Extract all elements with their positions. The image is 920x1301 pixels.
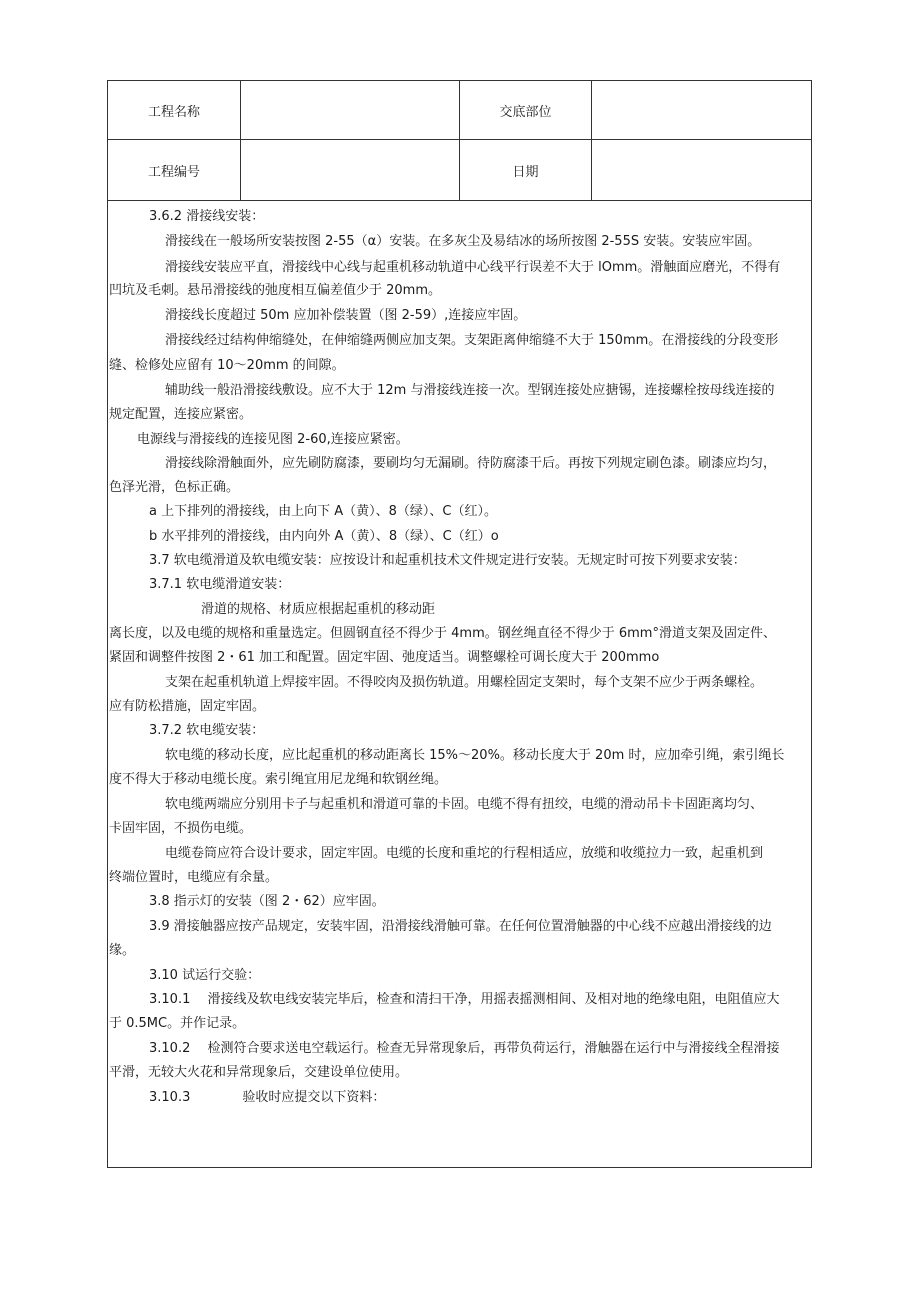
text-line: 电源线与滑接线的连接见图 2-60,连接应紧密。 (137, 432, 409, 447)
text-line: 3.10 试运行交验： (149, 968, 261, 983)
text-line: 3.10.1 滑接线及软电线安装完毕后，检查和清扫干净，用摇表摇测相间、及相对地的绝缘电阻，电阻值应大 (149, 992, 780, 1007)
date-value (592, 140, 811, 200)
text-line: 滑接线安装应平直，滑接线中心线与起重机移动轨道中心线平行误差不大于 lOmm。滑触面应磨光，不得有 (165, 260, 781, 275)
text-line: 缘。 (109, 943, 136, 958)
text-line: 3.10.3 验收时应提交以下资料： (149, 1090, 386, 1105)
project-number-value (241, 140, 460, 200)
text-line: b 水平排列的滑接线，由内向外 A（黄）、8（绿）、C（红）o (149, 529, 499, 544)
text-line: 软电缆的移动长度，应比起重机的移动距离长 15%～20%。移动长度大于 20m 时，应加牵引绳，索引绳长 (165, 748, 785, 763)
text-line: 3.9 滑接触器应按产品规定，安装牢固，沿滑接线滑触可靠。在任何位置滑触器的中心线不应越出滑接线的边 (149, 919, 772, 934)
text-line: 终端位置时，电缆应有余量。 (109, 870, 279, 885)
text-line: 3.6.2 滑接线安装： (149, 209, 265, 224)
text-line: 紧固和调整件按图 2・61 加工和配置。固定牢固、弛度适当。调整螺栓可调长度大于 200mmo (109, 650, 660, 665)
disclosure-location-label: 交底部位 (460, 81, 592, 139)
text-line: 辅助线一般沿滑接线敷设。应不大于 12m 与滑接线连接一次。型钢连接处应搪锡，连接螺栓按母线连接的 (165, 383, 775, 398)
text-line: 离长度，以及电缆的规格和重量选定。但圆钢直径不得少于 4mm。钢丝绳直径不得少于 6mm°滑道支架及固定件、 (109, 626, 776, 641)
text-line: 支架在起重机轨道上焊接牢固。不得咬肉及损伤轨道。用螺栓固定支架时，每个支架不应少于两条螺栓。 (165, 675, 764, 690)
project-name-label: 工程名称 (108, 81, 241, 139)
text-line: 滑接线除滑触面外，应先刷防腐漆，要刷均匀无漏刷。待防腐漆干后。再按下列规定刷色漆。刷漆应均匀， (165, 456, 777, 471)
text-line: 平滑，无较大火花和异常现象后，交建设单位使用。 (109, 1065, 409, 1080)
text-line: 色泽光滑，色标正确。 (109, 480, 240, 495)
text-line: 于 0.5MC。并作记录。 (109, 1016, 246, 1031)
text-line: a 上下排列的滑接线，由上向下 A（黄）、8（绿）、C（红）。 (149, 504, 497, 519)
text-line: 软电缆两端应分别用卡子与起重机和滑道可靠的卡固。电缆不得有扭绞，电缆的滑动吊卡卡固距离均匀、 (165, 797, 764, 812)
text-line: 滑接线长度超过 50m 应加补偿装置（图 2-59）,连接应牢固。 (165, 308, 527, 323)
text-line: 凹坑及毛刺。悬吊滑接线的弛度相互偏差值少于 20mm。 (109, 283, 442, 298)
text-line: 电缆卷筒应符合设计要求，固定牢固。电缆的长度和重坨的行程相适应，放缆和收缆拉力一致，起重机到 (165, 846, 764, 861)
date-label: 日期 (460, 140, 592, 200)
project-number-label: 工程编号 (108, 140, 241, 200)
text-line: 3.10.2 检测符合要求送电空载运行。检查无异常现象后，再带负荷运行，滑触器在运行中与滑接线全程滑接 (149, 1041, 780, 1056)
text-line: 3.7.1 软电缆滑道安装： (149, 577, 291, 592)
text-line: 卡固牢固，不损伤电缆。 (109, 821, 253, 836)
text-line: 滑接线在一般场所安装按图 2-55（α）安装。在多灰尘及易结冰的场所按图 2-55S 安装。安装应牢固。 (165, 234, 761, 249)
text-line: 3.7.2 软电缆安装： (149, 723, 265, 738)
text-line: 3.7 软电缆滑道及软电缆安装：应按设计和起重机技术文件规定进行安装。无规定时可按下列要求安装： (149, 553, 746, 568)
text-line: 滑接线经过结构伸缩缝处，在伸缩缝两侧应加支架。支架距离伸缩缝不大于 150mm。在滑接线的分段变形 (165, 333, 779, 348)
text-line: 3.8 指示灯的安装（图 2・62）应牢固。 (149, 894, 385, 909)
project-name-value (241, 81, 460, 139)
header-row-project-number (108, 140, 811, 201)
header-row-project-name (108, 81, 811, 140)
text-line: 缝、检修处应留有 10～20mm 的间隙。 (109, 358, 345, 373)
text-line: 度不得大于移动电缆长度。索引绳宜用尼龙绳和软钢丝绳。 (109, 772, 448, 787)
text-line: 应有防松措施，固定牢固。 (109, 699, 266, 714)
technical-disclosure-sheet (107, 80, 812, 1168)
text-line: 滑道的规格、材质应根据起重机的移动距 (201, 602, 436, 617)
disclosure-location-value (592, 81, 811, 139)
text-line: 规定配置，连接应紧密。 (109, 407, 253, 422)
